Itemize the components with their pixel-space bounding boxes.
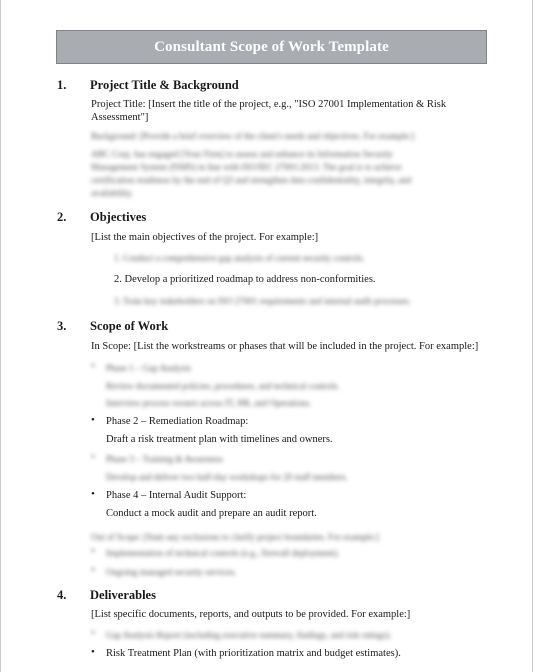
deliverable-item: Risk Treatment Plan (with prioritization matrix and budget estimates). bbox=[106, 648, 401, 659]
bullet-icon: • bbox=[91, 564, 95, 576]
blurred-text: 1. Conduct a comprehensive gap analysis of current security controls. bbox=[114, 253, 365, 263]
bullet-icon: • bbox=[91, 488, 95, 500]
project-title-line: Project Title: [Insert the title of the project, e.g., "ISO 27001 Implementation & Risk bbox=[91, 99, 447, 110]
objectives-intro: [List the main objectives of the project. For example:] bbox=[91, 232, 319, 243]
project-title-line: Assessment"] bbox=[91, 112, 149, 123]
blurred-text: Phase 1 – Gap Analysis bbox=[106, 363, 191, 373]
section-1-heading bbox=[57, 78, 239, 93]
section-number: 2. bbox=[57, 210, 67, 224]
bullet-icon: • bbox=[91, 414, 95, 426]
blurred-text: Interview process owners across IT, HR, and Operations. bbox=[106, 398, 312, 408]
blurred-text: availability. bbox=[91, 188, 134, 198]
phase-title: Phase 2 – Remediation Roadmap: bbox=[106, 416, 249, 427]
section-title: Project Title & Background bbox=[90, 78, 239, 92]
section-2-heading bbox=[57, 210, 146, 225]
blurred-text: Implementation of technical controls (e.g., firewall deployment). bbox=[106, 548, 340, 558]
blurred-text: ABC Corp. has engaged [Your Firm] to assess and enhance its Information Security bbox=[91, 149, 393, 159]
blurred-text: Background: [Provide a brief overview of the client's needs and objectives. For example:] bbox=[91, 131, 415, 141]
bullet-icon: • bbox=[91, 360, 95, 372]
deliverables-intro: [List specific documents, reports, and outputs to be provided. For example:] bbox=[91, 609, 411, 620]
blurred-text: Review documented policies, procedures, and technical controls. bbox=[106, 381, 340, 391]
section-number: 3. bbox=[57, 319, 67, 333]
blurred-text: Management System (ISMS) in line with ISO/IEC 27001:2013. The goal is to achieve bbox=[91, 162, 402, 172]
blurred-text: 3. Train key stakeholders on ISO 27001 requirements and internal audit processes. bbox=[114, 296, 411, 306]
section-title: Scope of Work bbox=[90, 319, 169, 333]
section-title: Deliverables bbox=[90, 588, 156, 602]
objective-item: 2. Develop a prioritized roadmap to address non-conformities. bbox=[114, 274, 376, 285]
section-4-heading bbox=[57, 588, 156, 603]
phase-description: Draft a risk treatment plan with timelines and owners. bbox=[106, 434, 333, 445]
phase-description: Conduct a mock audit and prepare an audit report. bbox=[106, 508, 317, 519]
blurred-text: Gap Analysis Report (including executive summary, findings, and risk ratings). bbox=[106, 630, 392, 640]
scope-intro: In Scope: [List the workstreams or phases that will be included in the project. For example:] bbox=[91, 341, 479, 352]
blurred-text: Develop and deliver two half-day workshops for 20 staff members. bbox=[106, 472, 348, 482]
document-title: Consultant Scope of Work Template bbox=[154, 38, 389, 55]
blurred-text: Out of Scope: [State any exclusions to clarify project boundaries. For example:] bbox=[91, 532, 379, 542]
title-banner bbox=[56, 30, 487, 64]
bullet-icon: • bbox=[91, 451, 95, 463]
section-3-heading bbox=[57, 319, 168, 334]
phase-title: Phase 4 – Internal Audit Support: bbox=[106, 490, 247, 501]
bullet-icon: • bbox=[91, 646, 95, 658]
section-title: Objectives bbox=[90, 210, 147, 224]
section-number: 1. bbox=[57, 78, 67, 92]
bullet-icon: • bbox=[91, 627, 95, 639]
bullet-icon: • bbox=[91, 545, 95, 557]
blurred-text: certification readiness by the end of Q3 and strengthen data confidentiality, integrity, and bbox=[91, 175, 412, 185]
section-number: 4. bbox=[57, 588, 67, 602]
blurred-text: Ongoing managed security services. bbox=[106, 567, 237, 577]
blurred-text: Phase 3 – Training & Awareness bbox=[106, 454, 223, 464]
